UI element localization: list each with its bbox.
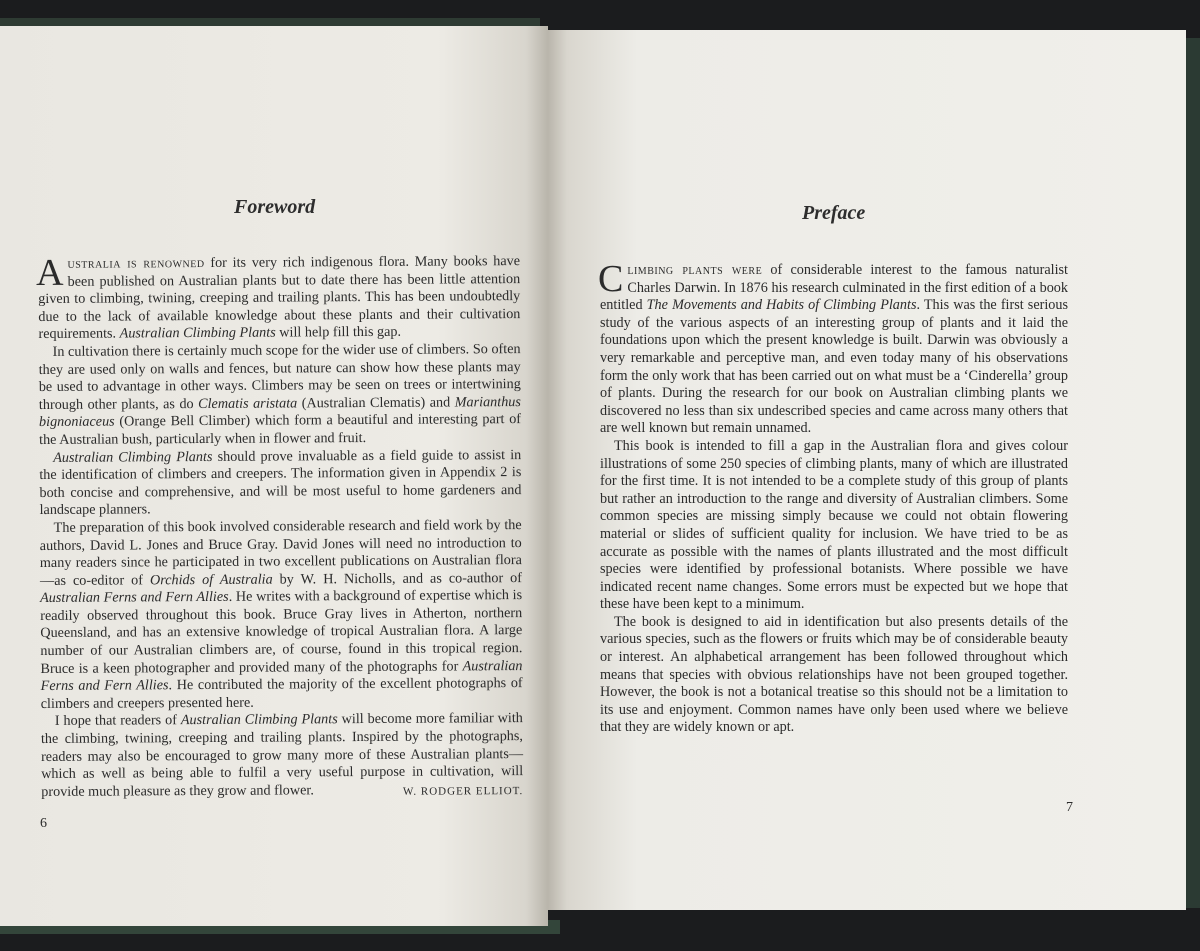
paragraph: [39, 447, 521, 520]
italic-title: Australian Climbing Plants: [180, 711, 338, 729]
italic-title: Australian Ferns and Fern Allies: [40, 657, 523, 695]
drop-cap: A: [35, 251, 64, 295]
lead-in: limbing plants were: [627, 262, 763, 278]
paragraph: [598, 258, 1068, 438]
paragraph: [41, 710, 524, 801]
text-run: (Orange Bell Climber) which form a beautiful and interesting part of the Australian bush, particularly when in flower and fruit.: [39, 411, 522, 448]
page-heading: Foreword: [234, 196, 316, 218]
text-run: will become more familiar with the climbing, twining, creeping and trailing plants. Inspired by the photographs, readers may also be encouraged to grow many more of these Australian plants—which as well as being able to fulfil a very useful purpose in cultivation, will provide much pleasure as they grow and flower.: [40, 710, 524, 800]
text-run: The preparation of this book involved considerable research and field work by the authors, David L. Jones and Bruce Gray. David Jones will need no introduction to many readers since he participated in two excellent publications on Australian flora—as co-editor of: [39, 516, 522, 589]
text-run: for its very rich indigenous flora. Many books have been published on Australian plants but to date there has been little attention given to climbing, twining, creeping and trailing plants. This has been undoubtedly due to the lack of available knowledge about these plants and their cultivation requirements.: [38, 253, 521, 343]
text-run: In cultivation there is certainly much scope for the wider use of climbers. So often they are used only on walls and fences, but nature can show how these plants may be used to advantage in other ways. Climbers may be seen on trees or intertwining through other plants, as do: [38, 341, 521, 413]
text-run: should prove invaluable as a field guide to assist in the identification of climbers and creepers. The information given in Appendix 2 is both concise and comprehensive, and will be most useful to home gardeners and landscape planners.: [39, 446, 522, 519]
text-run: I hope that readers of: [54, 712, 181, 730]
italic-title: The Movements and Habits of Climbing Plants: [646, 297, 917, 314]
italic-title: Australian Climbing Plants: [53, 448, 213, 466]
page-number: 7: [1066, 800, 1073, 815]
paragraph: [600, 438, 1068, 614]
text-run: by W. H. Nicholls, and as co-author of: [272, 569, 523, 588]
text-run: The book is designed to aid in identification but also presents details of the various species, such as the flowers or fruits which may be of considerable beauty or interest. An alphabetical arrangement has been followed throughout which means that species with obvious relationships have not been grouped together. However, the book is not a botanical treatise so this should not be a limitation to its use and enjoyment. Common names have only been used where we believe that they are widely known or apt.: [600, 613, 1068, 736]
text-run: . He writes with a background of expertise which is readily observed throughout this book. Bruce Gray lives in Atherton, northern Queensland, and has an extensive knowledge of tropical Australian flora. A large number of our Australian climbers are, of course, found in this tropical region. Bruce is a keen photographer and provided many of the photographs for: [40, 587, 523, 677]
preface-body: [598, 258, 1068, 737]
italic-title: Orchids of Australia: [149, 571, 273, 589]
book-cover-edge-right: [1186, 38, 1200, 908]
text-run: This book is intended to fill a gap in the Australian flora and gives colour illustrations of some 250 species of climbing plants, many of which are illustrated for the first time. It is not intended to be a complete study of this group of plants but rather an introduction to the range and diversity of Australian climbers. Some common species are missing simply because we could not obtain flowering material or slides of sufficient quality for inclusion. We have tried to be as accurate as possible with the names of plants illustrated and the most difficult species were identified by professional botanists. Where possible we have indicated recent name changes. Some errors must be expected but we hope that these have been kept to a minimum.: [600, 437, 1068, 613]
paragraph: [39, 341, 522, 450]
italic-title: Australian Ferns and Fern Allies: [40, 589, 229, 607]
text-run: . This was the first serious study of the various aspects of an interesting group of plants and it laid the foundations upon which the present knowledge is built. Darwin was obviously a very remarkable and perceptive man, and even today many of his observations form the only work that has been carried out on what must be a ‘Cinderella’ group of plants. During the research for our book on Australian climbing plants we discovered no less than six undescribed species and came across many others that are well known but remain unnamed.: [600, 297, 1068, 437]
italic-title: Marianthus bignoniaceus: [38, 393, 521, 431]
page-number: 6: [40, 816, 47, 831]
drop-cap: C: [598, 258, 624, 300]
text-run: (Australian Clematis) and: [297, 394, 455, 412]
page-heading: Preface: [802, 202, 866, 224]
lead-in: ustralia is renowned: [67, 254, 205, 272]
left-page: [0, 26, 548, 926]
italic-title: Clematis aristata: [198, 395, 298, 412]
paragraph: [35, 251, 521, 344]
paragraph: [40, 517, 523, 713]
italic-title: Australian Climbing Plants: [119, 324, 276, 342]
paragraph: [600, 614, 1068, 737]
signature: W. RODGER ELLIOT.: [402, 785, 524, 799]
text-run: will help fill this gap.: [275, 324, 402, 341]
foreword-body: [35, 251, 524, 804]
text-run: of considerable interest to the famous naturalist Charles Darwin. In 1876 his research culminated in the first edition of a book entitled: [600, 262, 1068, 314]
right-page: [548, 30, 1186, 910]
text-run: . He contributed the majority of the excellent photographs of climbers and creepers presented here.: [40, 675, 523, 712]
